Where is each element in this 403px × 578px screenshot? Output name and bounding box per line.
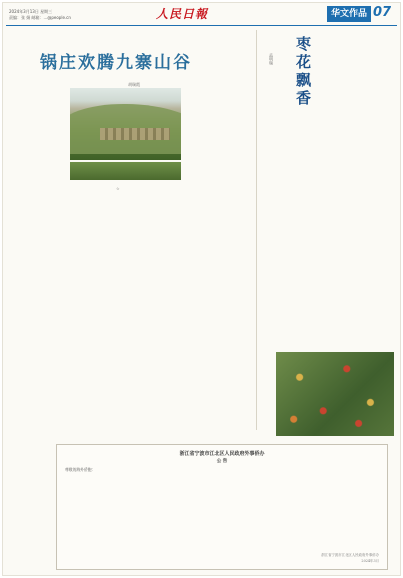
jujube-photo bbox=[276, 352, 394, 436]
notice-body bbox=[65, 473, 379, 557]
header-rule bbox=[6, 25, 397, 26]
notice-date: 2024年3月 bbox=[361, 559, 379, 563]
article-photo-strip bbox=[70, 162, 181, 180]
side-article-title: 枣花飘香 bbox=[294, 36, 312, 108]
article-column-3 bbox=[186, 88, 252, 400]
article-column-1 bbox=[8, 88, 68, 424]
side-article-author: 孟明瑞 bbox=[269, 53, 274, 65]
article-column-2 bbox=[120, 192, 180, 420]
issue-date: 2024年3月13日 星期三 bbox=[9, 9, 53, 14]
page-number: 07 bbox=[373, 5, 392, 20]
editor-info: 责编：张 娟 邮箱：...@people.cn bbox=[9, 15, 71, 20]
masthead-logo: 人民日報 bbox=[156, 7, 209, 21]
text-line bbox=[8, 418, 68, 424]
section-mark: ☆ bbox=[116, 186, 120, 191]
text-line bbox=[120, 414, 180, 420]
notice-signature: 浙江省宁波市江北区人民政府外事侨办 bbox=[321, 553, 379, 557]
article-photo bbox=[70, 88, 181, 160]
notice-salutation: 尊敬的海外侨胞： bbox=[65, 467, 96, 472]
column-divider bbox=[256, 30, 257, 430]
text-line bbox=[186, 394, 252, 400]
notice-box bbox=[56, 444, 388, 570]
side-article-column-b bbox=[330, 88, 394, 358]
notice-title: 浙江省宁波市江北区人民政府外事侨办 bbox=[179, 451, 265, 457]
notice-subtitle: 公 告 bbox=[216, 459, 228, 464]
photo-village bbox=[100, 128, 170, 140]
article-title: 锅庄欢腾九寨山谷 bbox=[40, 53, 192, 73]
section-tag: 华文作品 bbox=[327, 6, 371, 22]
article-byline: 胡瑞霞 bbox=[128, 82, 140, 87]
